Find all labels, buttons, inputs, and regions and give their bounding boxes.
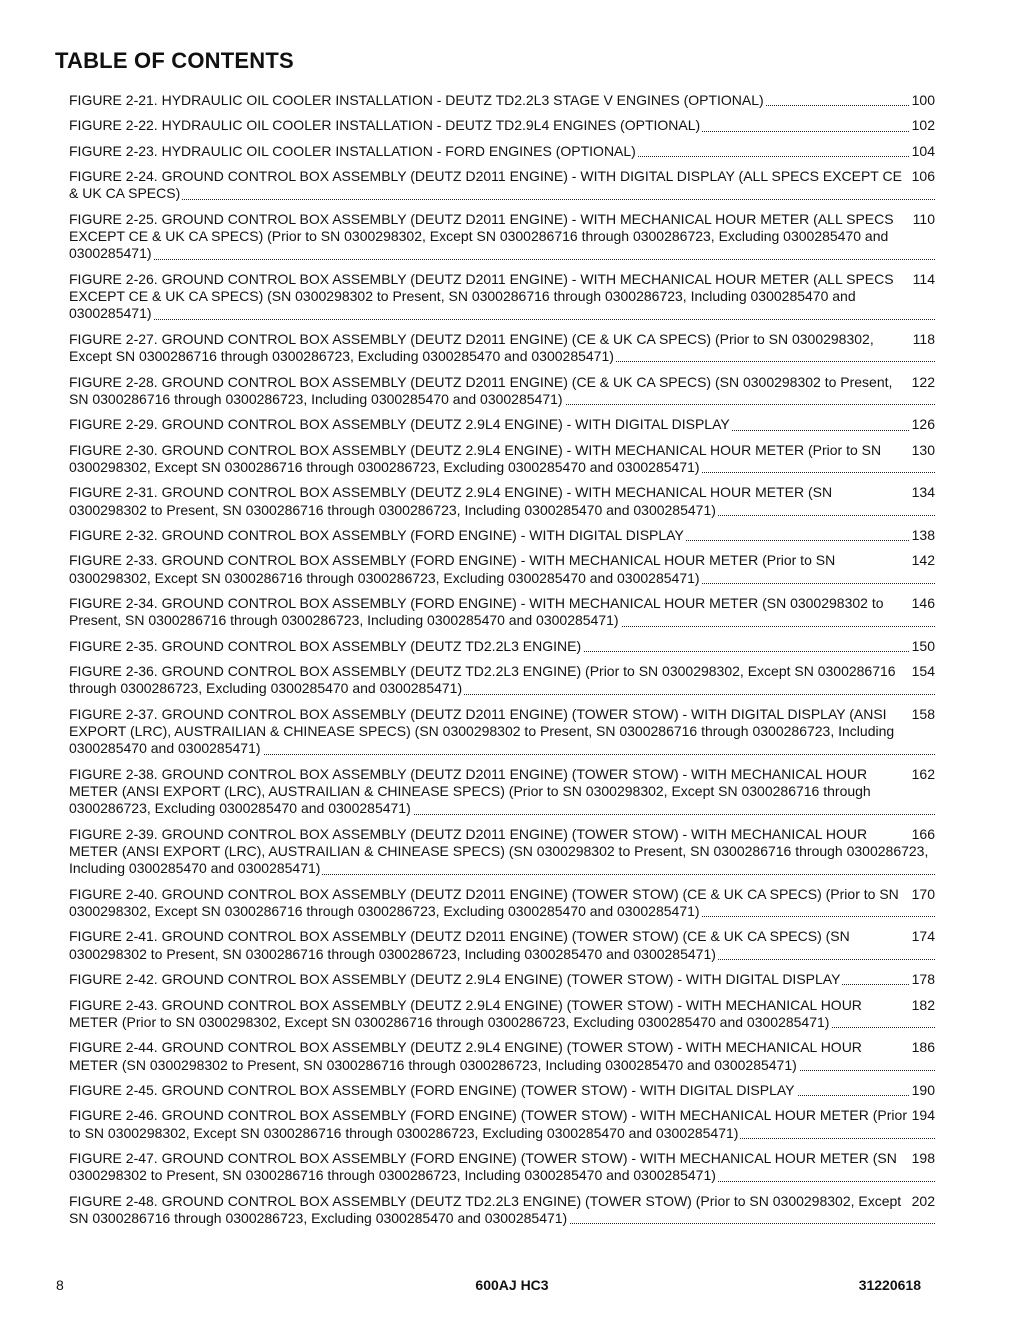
toc-entry-title: FIGURE 2-34. GROUND CONTROL BOX ASSEMBLY (FORD ENGINE) - WITH MECHANICAL HOUR METER (SN 0300298302 to Present, SN 0300286716 through 0300286723, Including 0300285470 and 0300285471) (69, 595, 884, 629)
toc-entry[interactable] (69, 638, 935, 655)
toc-entry-page: 104 (911, 142, 935, 159)
toc-entry-page: 114 (912, 270, 935, 287)
toc-entry-page: 150 (911, 637, 935, 654)
toc-entry[interactable] (69, 211, 935, 263)
toc-entry-page: 130 (911, 441, 935, 458)
toc-entry-title: FIGURE 2-23. HYDRAULIC OIL COOLER INSTALLATION - FORD ENGINES (OPTIONAL) (69, 142, 636, 159)
toc-entry[interactable] (69, 663, 935, 698)
toc-entry-page: 138 (911, 526, 935, 543)
toc-entry[interactable] (69, 484, 935, 519)
footer-model: 600AJ HC3 (475, 1277, 549, 1293)
toc-entry-page: 126 (911, 416, 935, 433)
toc-entry[interactable] (69, 886, 935, 921)
toc-entry-title: FIGURE 2-25. GROUND CONTROL BOX ASSEMBLY (DEUTZ D2011 ENGINE) - WITH MECHANICAL HOUR METER (ALL SPECS EXCEPT CE & UK CA SPECS) (Prior to SN 0300298302, Except SN 0300286716 through 0300286723, Excluding 0300285470 and 0300285471) (69, 210, 894, 262)
toc-entry-page: 182 (911, 996, 935, 1013)
toc-entry-title: FIGURE 2-40. GROUND CONTROL BOX ASSEMBLY (DEUTZ D2011 ENGINE) (TOWER STOW) (CE & UK CA SPECS) (Prior to SN 0300298302, Except SN 0300286716 through 0300286723, Excluding 0300285470 and 0300285471) (69, 885, 899, 920)
toc-entry-page: 170 (911, 885, 935, 902)
toc-entry-title: FIGURE 2-48. GROUND CONTROL BOX ASSEMBLY (DEUTZ TD2.2L3 ENGINE) (TOWER STOW) (Prior to SN 0300298302, Except SN 0300286716 through 0300286723, Excluding 0300285470 and 0300285471) (69, 1192, 902, 1226)
toc-entry-page: 162 (911, 765, 935, 782)
toc-entry-title: FIGURE 2-46. GROUND CONTROL BOX ASSEMBLY (FORD ENGINE) (TOWER STOW) - WITH MECHANICAL HOUR METER (Prior to SN 0300298302, Except SN 0300286716 through 0300286723, Excluding 0300285470 and 0300285471) (69, 1107, 907, 1141)
dot-leader (69, 259, 935, 260)
toc-entry[interactable] (69, 997, 935, 1032)
toc-entry-page: 154 (911, 663, 935, 680)
toc-entry-page: 146 (911, 595, 935, 612)
toc-entry-page: 158 (911, 705, 935, 722)
dot-leader (69, 199, 935, 200)
footer-doc-id: 31220618 (858, 1277, 921, 1293)
toc-entry-title: FIGURE 2-29. GROUND CONTROL BOX ASSEMBLY (DEUTZ 2.9L4 ENGINE) - WITH DIGITAL DISPLAY (69, 416, 730, 433)
toc-entry-title: FIGURE 2-28. GROUND CONTROL BOX ASSEMBLY (DEUTZ D2011 ENGINE) (CE & UK CA SPECS) (SN 0300298302 to Present, SN 0300286716 through 0300286723, Including 0300285470 and 0300285471) (69, 373, 893, 407)
toc-entry[interactable] (69, 971, 935, 988)
page-footer (0, 1277, 1024, 1297)
toc-entry-page: 118 (912, 330, 935, 347)
toc-entry-page: 202 (911, 1192, 935, 1209)
toc-entry[interactable] (69, 706, 935, 758)
page-title: TABLE OF CONTENTS (55, 48, 294, 73)
toc-entry[interactable] (69, 595, 935, 630)
toc-entry-page: 186 (911, 1039, 935, 1056)
toc-entry[interactable] (69, 928, 935, 963)
toc-entry-page: 102 (911, 117, 935, 134)
toc-entry-page: 194 (911, 1107, 935, 1124)
toc-entry[interactable] (69, 527, 935, 544)
toc-entry[interactable] (69, 416, 935, 433)
toc-entry[interactable] (69, 331, 935, 366)
toc-entry-page: 142 (911, 552, 935, 569)
toc-entry[interactable] (69, 92, 935, 109)
toc-entry-title: FIGURE 2-24. GROUND CONTROL BOX ASSEMBLY (DEUTZ D2011 ENGINE) - WITH DIGITAL DISPLAY (ALL SPECS EXCEPT CE & UK CA SPECS) (69, 168, 902, 202)
toc-entry[interactable] (69, 552, 935, 587)
toc-entry-page: 190 (911, 1081, 935, 1098)
toc-entry-title: FIGURE 2-36. GROUND CONTROL BOX ASSEMBLY (DEUTZ TD2.2L3 ENGINE) (Prior to SN 0300298302, Except SN 0300286716 through 0300286723, Excluding 0300285470 and 0300285471) (69, 663, 896, 697)
toc-entry-title: FIGURE 2-38. GROUND CONTROL BOX ASSEMBLY (DEUTZ D2011 ENGINE) (TOWER STOW) - WITH MECHANICAL HOUR METER (ANSI EXPORT (LRC), AUSTRAILIAN & CHINEASE SPECS) (Prior to SN 0300298302, Except SN 0300286716 through 0300286723, Excluding 0300285470 and 0300285471) (69, 765, 871, 817)
toc-entry[interactable] (69, 1150, 935, 1185)
toc-entry-title: FIGURE 2-44. GROUND CONTROL BOX ASSEMBLY (DEUTZ 2.9L4 ENGINE) (TOWER STOW) - WITH MECHANICAL HOUR METER (SN 0300298302 to Present, SN 0300286716 through 0300286723, Including 0300285470 and 0300285471) (69, 1039, 862, 1073)
toc-entry-page: 106 (911, 168, 935, 185)
toc-entry-title: FIGURE 2-47. GROUND CONTROL BOX ASSEMBLY (FORD ENGINE) (TOWER STOW) - WITH MECHANICAL HOUR METER (SN 0300298302 to Present, SN 0300286716 through 0300286723, Including 0300285470 and 0300285471) (69, 1149, 897, 1184)
toc-entry-title: FIGURE 2-27. GROUND CONTROL BOX ASSEMBLY (DEUTZ D2011 ENGINE) (CE & UK CA SPECS) (Prior to SN 0300298302, Except SN 0300286716 through 0300286723, Excluding 0300285470 and 0300285471) (69, 330, 874, 365)
footer-page-number: 8 (56, 1277, 64, 1293)
toc-entry[interactable] (69, 766, 935, 818)
toc-entry-title: FIGURE 2-41. GROUND CONTROL BOX ASSEMBLY (DEUTZ D2011 ENGINE) (TOWER STOW) (CE & UK CA SPECS) (SN 0300298302 to Present, SN 0300286716 through 0300286723, Including 0300285470 and 0300285471) (69, 928, 850, 962)
toc-entry-title: FIGURE 2-31. GROUND CONTROL BOX ASSEMBLY (DEUTZ 2.9L4 ENGINE) - WITH MECHANICAL HOUR METER (SN 0300298302 to Present, SN 0300286716 through 0300286723, Including 0300285470 and 0300285471) (69, 484, 833, 518)
toc-entry[interactable] (69, 442, 935, 477)
toc-list (69, 92, 935, 1235)
toc-entry-title: FIGURE 2-21. HYDRAULIC OIL COOLER INSTALLATION - DEUTZ TD2.2L3 STAGE V ENGINES (OPTIONAL) (69, 92, 764, 108)
toc-entry-title: FIGURE 2-45. GROUND CONTROL BOX ASSEMBLY (FORD ENGINE) (TOWER STOW) - WITH DIGITAL DISPLAY (69, 1081, 795, 1098)
toc-entry-page: 174 (911, 928, 935, 945)
toc-entry-title: FIGURE 2-26. GROUND CONTROL BOX ASSEMBLY (DEUTZ D2011 ENGINE) - WITH MECHANICAL HOUR METER (ALL SPECS EXCEPT CE & UK CA SPECS) (SN 0300298302 to Present, SN 0300286716 through 0300286723, Including 0300285470 and 0300285471) (69, 270, 894, 322)
toc-entry[interactable] (69, 143, 935, 160)
toc-entry-title: FIGURE 2-32. GROUND CONTROL BOX ASSEMBLY (FORD ENGINE) - WITH DIGITAL DISPLAY (69, 526, 684, 543)
toc-entry-title: FIGURE 2-35. GROUND CONTROL BOX ASSEMBLY (DEUTZ TD2.2L3 ENGINE) (69, 637, 582, 654)
toc-entry[interactable] (69, 1193, 935, 1228)
toc-entry-title: FIGURE 2-22. HYDRAULIC OIL COOLER INSTALLATION - DEUTZ TD2.9L4 ENGINES (OPTIONAL) (69, 117, 701, 134)
toc-entry[interactable] (69, 1082, 935, 1099)
toc-entry-title: FIGURE 2-39. GROUND CONTROL BOX ASSEMBLY (DEUTZ D2011 ENGINE) (TOWER STOW) - WITH MECHANICAL HOUR METER (ANSI EXPORT (LRC), AUSTRAILIAN & CHINEASE SPECS) (SN 0300298302 to Present, SN 0300286716 through 0300286723, Including 0300285470 and 0300285471) (69, 825, 929, 877)
toc-entry[interactable] (69, 1107, 935, 1142)
toc-entry-page: 166 (911, 825, 935, 842)
toc-entry-page: 122 (911, 373, 935, 390)
toc-entry-title: FIGURE 2-33. GROUND CONTROL BOX ASSEMBLY (FORD ENGINE) - WITH MECHANICAL HOUR METER (Prior to SN 0300298302, Except SN 0300286716 through 0300286723, Excluding 0300285470 and 0300285471) (69, 552, 836, 586)
toc-entry-title: FIGURE 2-42. GROUND CONTROL BOX ASSEMBLY (DEUTZ 2.9L4 ENGINE) (TOWER STOW) - WITH DIGITAL DISPLAY (69, 971, 841, 988)
toc-entry[interactable] (69, 117, 935, 134)
toc-entry[interactable] (69, 168, 935, 203)
toc-entry-page: 178 (911, 971, 935, 988)
toc-entry-page: 198 (911, 1149, 935, 1166)
toc-entry-page: 134 (911, 484, 935, 501)
toc-entry-page: 110 (912, 210, 935, 227)
dot-leader (69, 319, 935, 320)
toc-entry-page: 100 (911, 92, 935, 108)
toc-entry[interactable] (69, 1039, 935, 1074)
toc-entry-title: FIGURE 2-43. GROUND CONTROL BOX ASSEMBLY (DEUTZ 2.9L4 ENGINE) (TOWER STOW) - WITH MECHANICAL HOUR METER (Prior to SN 0300298302, Except SN 0300286716 through 0300286723, Excluding 0300285470 and 0300285471) (69, 996, 862, 1030)
toc-entry-title: FIGURE 2-37. GROUND CONTROL BOX ASSEMBLY (DEUTZ D2011 ENGINE) (TOWER STOW) - WITH DIGITAL DISPLAY (ANSI EXPORT (LRC), AUSTRAILIAN & CHINEASE SPECS) (SN 0300298302 to Present, SN 0300286716 through 0300286723, Including 0300285470 and 0300285471) (69, 705, 895, 757)
toc-entry-title: FIGURE 2-30. GROUND CONTROL BOX ASSEMBLY (DEUTZ 2.9L4 ENGINE) - WITH MECHANICAL HOUR METER (Prior to SN 0300298302, Except SN 0300286716 through 0300286723, Excluding 0300285470 and 0300285471) (69, 441, 882, 475)
toc-entry[interactable] (69, 271, 935, 323)
toc-entry[interactable] (69, 374, 935, 409)
toc-entry[interactable] (69, 826, 935, 878)
